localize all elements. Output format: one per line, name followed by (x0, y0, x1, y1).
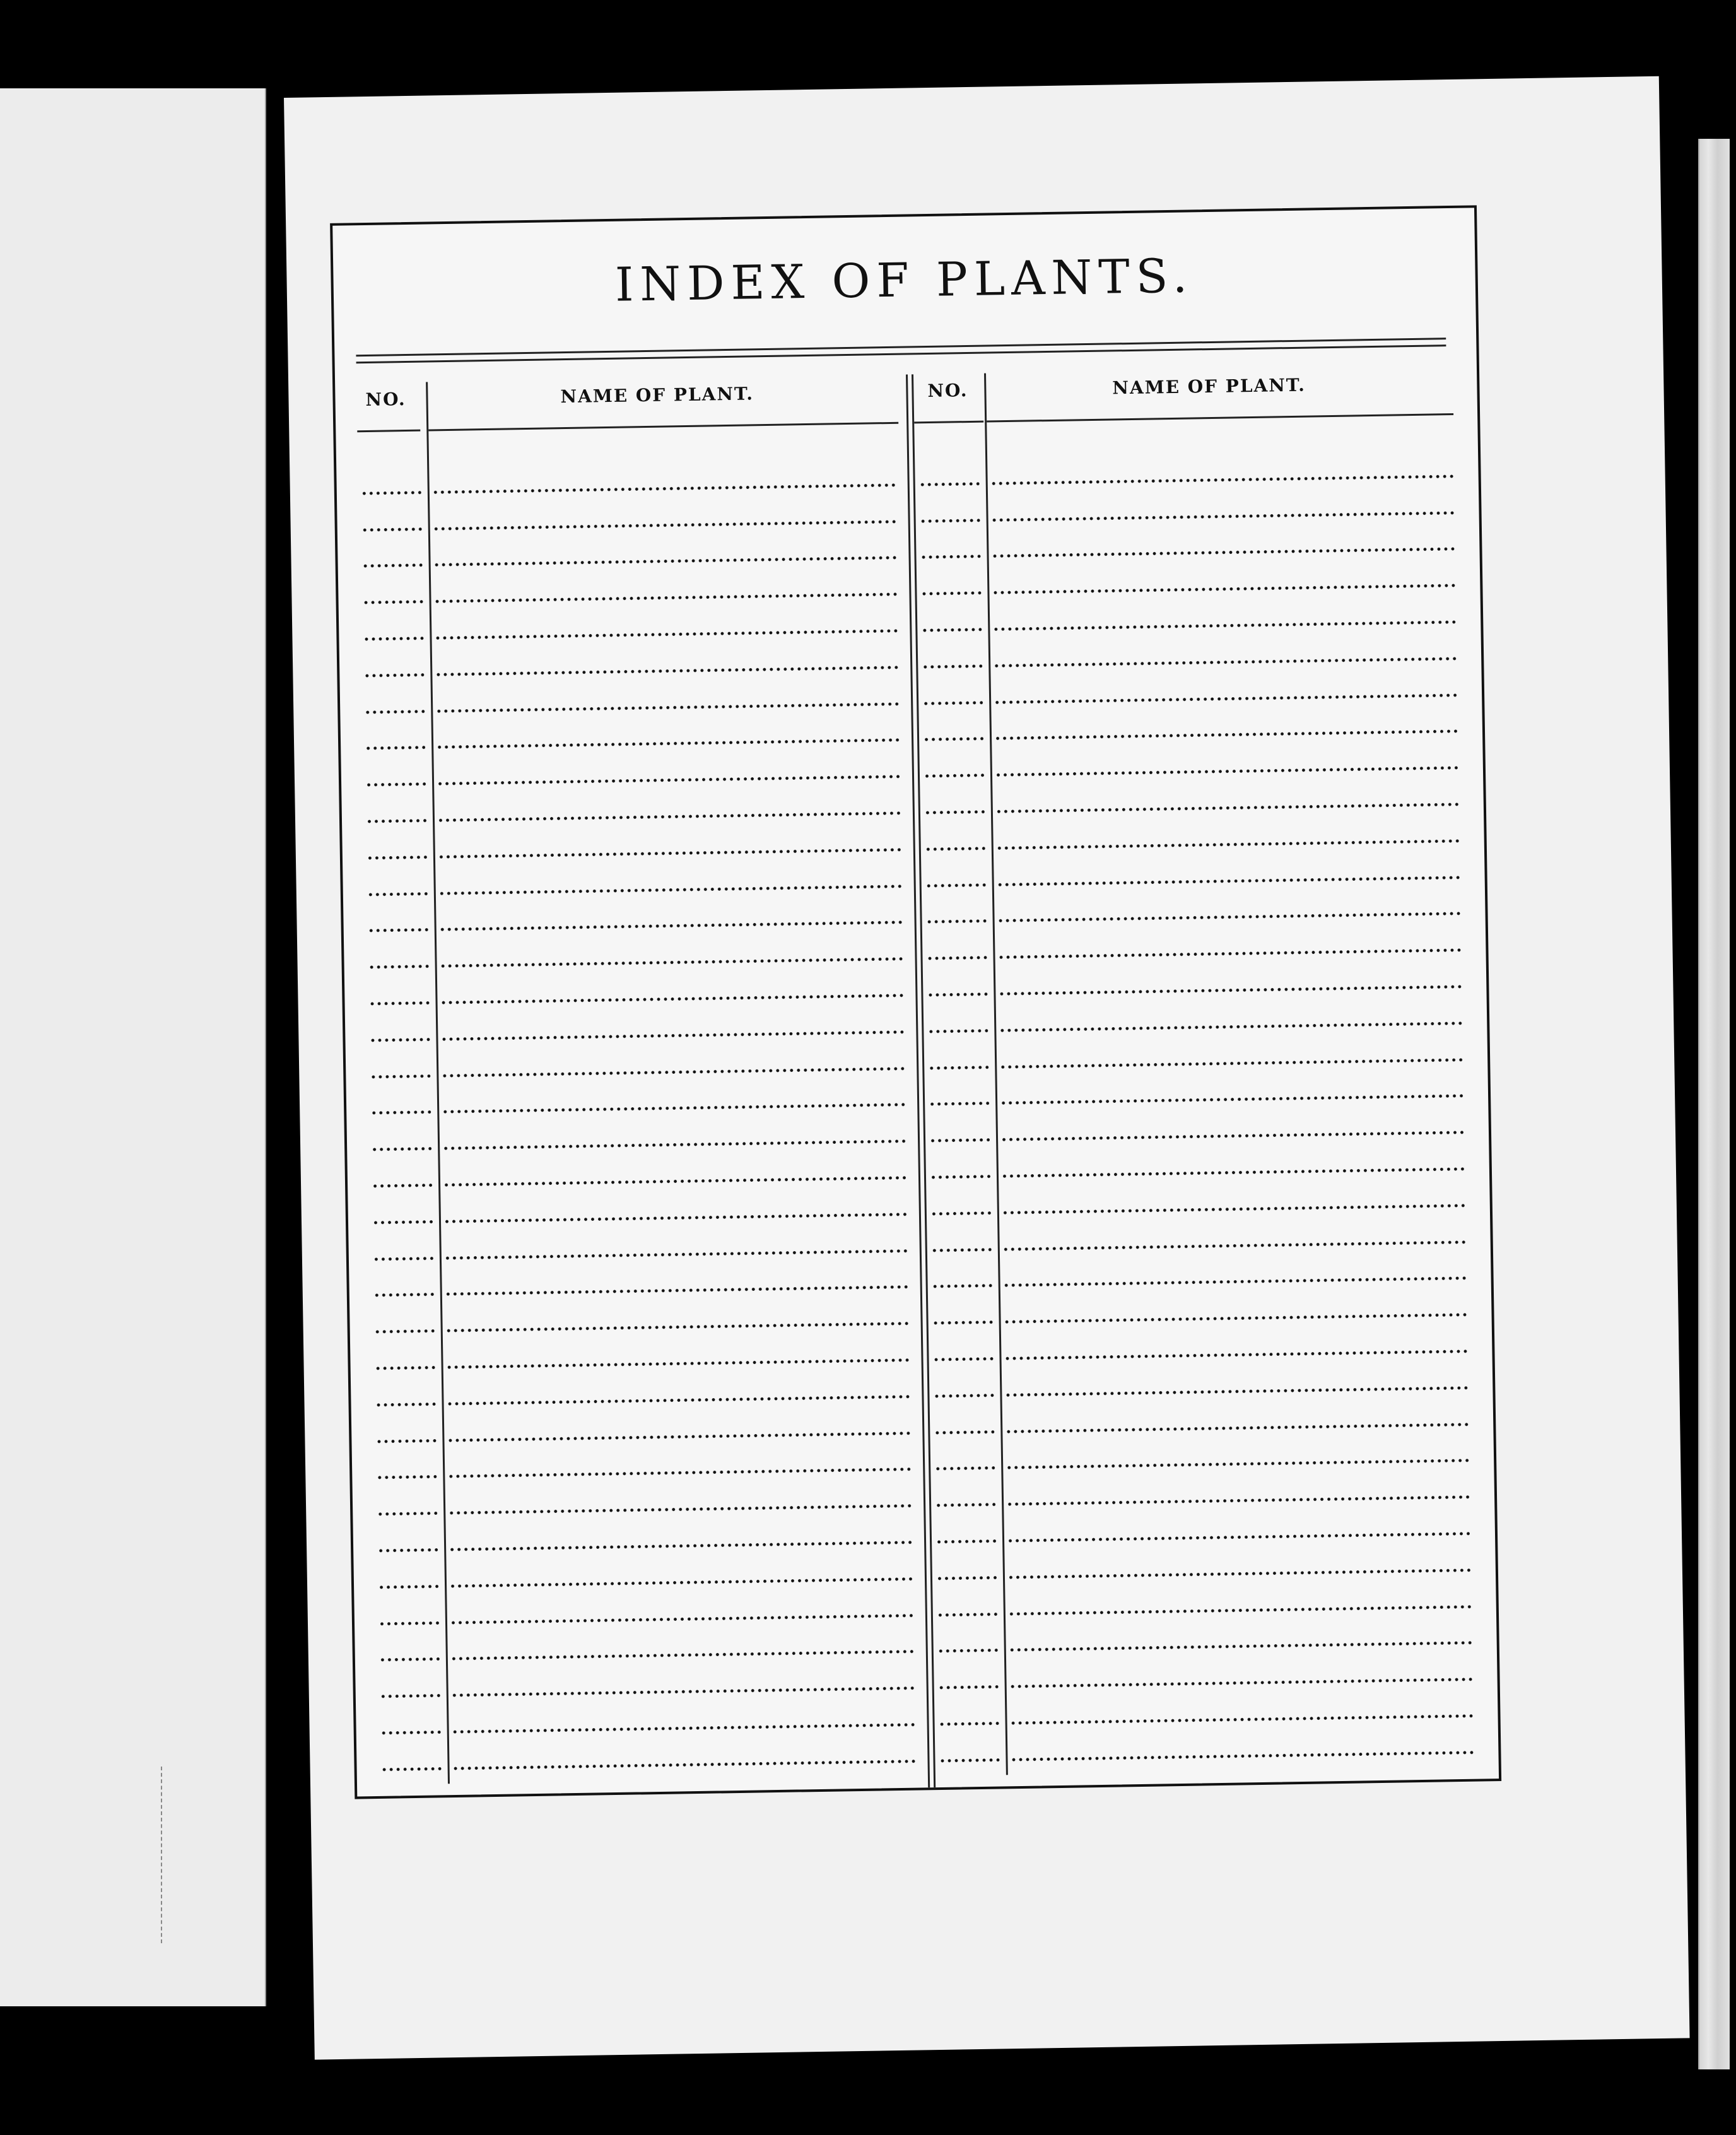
blank-entry-row (931, 1513, 1002, 1551)
dotted-leader (924, 773, 984, 779)
dotted-leader (452, 1759, 918, 1770)
dotted-leader (375, 1365, 435, 1370)
dotted-leader (1005, 1422, 1469, 1433)
blank-entry-row (924, 1038, 995, 1076)
dotted-leader (376, 1475, 437, 1480)
blank-entry-row (373, 1449, 443, 1486)
dotted-leader (446, 1358, 912, 1370)
blank-entry-row (364, 865, 434, 903)
dotted-leader (435, 666, 900, 677)
blank-entry-row (362, 756, 432, 794)
dotted-leader (375, 1438, 436, 1444)
blank-entry-row (365, 938, 435, 976)
dotted-leader (440, 994, 906, 1005)
left-name-header-rule (428, 422, 898, 432)
blank-entry-row (927, 1221, 998, 1259)
blank-entry-row (917, 565, 988, 603)
dotted-leader (1002, 1240, 1466, 1251)
dotted-leader (445, 1322, 911, 1333)
right-no-header-rule (914, 421, 983, 424)
blank-entry-row (929, 1367, 1000, 1404)
dotted-leader (1008, 1604, 1472, 1616)
blank-entry-row (367, 1011, 437, 1049)
dotted-leader (442, 1139, 908, 1151)
dotted-leader (1010, 1750, 1474, 1762)
dotted-leader (995, 803, 1459, 814)
dotted-leader (934, 1466, 995, 1471)
blank-entry-row (925, 1148, 997, 1186)
blank-entry-row (920, 820, 992, 858)
blank-entry-row (367, 1047, 437, 1085)
dotted-leader (1004, 1313, 1467, 1324)
dotted-leader (927, 992, 987, 997)
blank-entry-row (363, 792, 433, 830)
blank-entry-row (372, 1339, 442, 1377)
blank-entry-row (363, 828, 433, 866)
dotted-leader (367, 855, 427, 860)
dotted-leader (434, 629, 900, 640)
blank-entry-row (922, 893, 993, 931)
blank-entry-row (374, 1485, 444, 1523)
dotted-leader (926, 919, 987, 924)
dotted-leader (999, 1021, 1462, 1033)
blank-entry-row (369, 1193, 439, 1231)
left-name-column (428, 375, 927, 1784)
dotted-leader (1003, 1276, 1467, 1288)
dotted-leader (992, 547, 1455, 558)
dotted-leader (1009, 1678, 1473, 1689)
dotted-leader (449, 1540, 914, 1551)
dotted-leader (363, 637, 423, 642)
blank-entry-row (370, 1266, 440, 1304)
dotted-leader (993, 657, 1457, 668)
dotted-leader (362, 563, 423, 568)
dotted-leader (992, 620, 1456, 632)
dotted-leader (925, 846, 985, 851)
dotted-leader (369, 1037, 430, 1042)
right-no-header: NO. (927, 380, 968, 402)
blank-entry-row (934, 1695, 1006, 1732)
dotted-leader (380, 1694, 440, 1699)
dotted-leader (1000, 1094, 1463, 1105)
dotted-leader (440, 957, 905, 968)
blank-entry-row (368, 1120, 438, 1158)
blank-entry-row (926, 1184, 997, 1222)
blank-entry-row (918, 674, 989, 712)
dotted-leader (929, 1138, 990, 1143)
dotted-leader (1001, 1167, 1465, 1179)
dotted-leader (928, 1065, 988, 1070)
dotted-leader (936, 1575, 997, 1580)
dotted-leader (939, 1758, 999, 1763)
dotted-leader (437, 775, 902, 786)
right-page (284, 76, 1690, 2060)
blank-entry-row (932, 1549, 1003, 1587)
blank-entry-row (934, 1659, 1005, 1697)
dotted-leader (924, 810, 985, 815)
blank-entry-row (935, 1731, 1006, 1769)
dotted-leader (441, 1066, 906, 1078)
dotted-leader (438, 847, 903, 859)
blank-entry-row (361, 646, 431, 684)
dotted-leader (1000, 1131, 1464, 1142)
blank-entry-row (920, 784, 991, 821)
dotted-leader (1010, 1714, 1474, 1726)
blank-entry-row (930, 1440, 1002, 1478)
dotted-leader (931, 1247, 992, 1252)
dotted-leader (450, 1650, 916, 1661)
dotted-leader (994, 729, 1458, 741)
dotted-leader (1006, 1459, 1469, 1470)
blank-entry-row (930, 1403, 1001, 1441)
blank-entry-row (927, 1257, 999, 1295)
dotted-leader (935, 1503, 995, 1508)
dotted-leader (380, 1730, 441, 1735)
blank-entry-row (1007, 1724, 1478, 1767)
dotted-leader (442, 1103, 907, 1114)
dotted-leader (932, 1357, 993, 1362)
page-margin-mark (136, 1767, 162, 1943)
dotted-leader (937, 1612, 997, 1617)
dotted-leader (433, 556, 899, 567)
dotted-leader (377, 1548, 438, 1553)
blank-entry-row (377, 1703, 447, 1741)
blank-entry-row (373, 1412, 443, 1450)
dotted-leader (997, 875, 1460, 886)
blank-entry-row (915, 491, 987, 529)
blank-entry-row (925, 1112, 996, 1150)
blank-entry-row (358, 500, 428, 538)
dotted-leader (432, 483, 898, 495)
blank-entry-row (365, 902, 435, 939)
left-no-header-rule (357, 430, 420, 433)
blank-entry-row (378, 1740, 448, 1778)
left-page (0, 88, 266, 2006)
dotted-leader (451, 1686, 917, 1698)
dotted-leader (447, 1467, 913, 1479)
blank-entry-row (375, 1558, 445, 1596)
dotted-leader (1006, 1495, 1470, 1507)
dotted-leader (452, 1722, 917, 1734)
dotted-leader (1009, 1641, 1472, 1652)
dotted-leader (379, 1657, 440, 1662)
dotted-leader (448, 1504, 913, 1515)
blank-entry-row (376, 1631, 446, 1669)
dotted-leader (363, 673, 424, 678)
right-name-rows (987, 448, 1478, 1768)
dotted-leader (999, 1057, 1463, 1069)
blank-entry-row (366, 975, 436, 1013)
dotted-leader (361, 527, 422, 532)
dotted-leader (434, 592, 900, 604)
blank-entry-row (360, 573, 430, 611)
dotted-leader (447, 1431, 912, 1442)
dotted-leader (374, 1329, 435, 1334)
dotted-leader (938, 1685, 999, 1690)
dotted-leader (930, 1175, 990, 1180)
dotted-leader (368, 965, 429, 970)
dotted-leader (995, 766, 1458, 777)
blank-entry-row (370, 1230, 440, 1267)
dotted-leader (933, 1393, 994, 1398)
blank-entry-row (362, 719, 432, 757)
dotted-leader (920, 518, 980, 523)
dotted-leader (377, 1512, 437, 1517)
dotted-leader (991, 511, 1455, 522)
dotted-leader (439, 920, 905, 932)
right-name-header-rule (987, 413, 1453, 423)
page-stack-edges (1698, 139, 1730, 2069)
dotted-leader (438, 884, 904, 895)
blank-entry-row (933, 1622, 1004, 1660)
dotted-leader (440, 1030, 906, 1041)
dotted-leader (935, 1539, 996, 1544)
blank-entry-row (358, 464, 428, 502)
blank-entry-row (375, 1594, 445, 1632)
dotted-leader (363, 600, 423, 605)
dotted-leader (437, 811, 903, 823)
page-title: INDEX OF PLANTS. (614, 249, 1194, 312)
dotted-leader (443, 1176, 908, 1187)
blank-entry-row (377, 1667, 447, 1705)
dotted-leader (373, 1256, 433, 1261)
dotted-leader (361, 490, 421, 495)
blank-entry-row (374, 1521, 444, 1559)
right-name-header: NAME OF PLANT. (1112, 374, 1306, 399)
dotted-leader (450, 1613, 915, 1625)
dotted-leader (997, 912, 1461, 923)
dotted-leader (375, 1402, 436, 1407)
dotted-leader (436, 738, 901, 750)
blank-entry-row (932, 1585, 1004, 1623)
left-no-header: NO. (365, 389, 406, 411)
dotted-leader (372, 1220, 433, 1225)
dotted-leader (927, 1028, 988, 1033)
dotted-leader (1007, 1532, 1470, 1543)
blank-entry-row (929, 1331, 1000, 1368)
dotted-leader (373, 1293, 434, 1298)
blank-entry-row (359, 537, 429, 575)
dotted-leader (364, 709, 425, 714)
dotted-leader (932, 1320, 993, 1326)
dotted-leader (996, 839, 1460, 850)
dotted-leader (433, 519, 898, 531)
dotted-leader (997, 948, 1461, 960)
dotted-leader (927, 956, 987, 961)
dotted-leader (1004, 1385, 1468, 1397)
dotted-leader (1004, 1350, 1467, 1361)
dotted-leader (939, 1721, 999, 1726)
blank-entry-row (924, 1002, 995, 1040)
blank-entry-row (923, 966, 994, 1004)
dotted-leader (922, 700, 983, 705)
blank-entry-row (372, 1375, 442, 1413)
dotted-leader (366, 819, 426, 824)
dotted-leader (370, 1110, 431, 1115)
dotted-leader (934, 1430, 994, 1435)
dotted-leader (378, 1621, 439, 1626)
blank-entry-row (918, 638, 989, 676)
dotted-leader (929, 1102, 989, 1107)
dotted-leader (919, 482, 980, 487)
dotted-leader (368, 928, 428, 933)
blank-entry-row (915, 456, 986, 493)
dotted-leader (1002, 1204, 1465, 1215)
dotted-leader (923, 737, 983, 742)
dotted-leader (446, 1394, 912, 1406)
dotted-leader (1007, 1568, 1471, 1579)
blank-entry-row (919, 747, 990, 785)
dotted-leader (998, 985, 1462, 996)
dotted-leader (937, 1649, 998, 1654)
right-name-column (986, 366, 1478, 1775)
dotted-leader (369, 1001, 430, 1006)
blank-entry-row (930, 1476, 1002, 1514)
dotted-leader (925, 883, 986, 888)
blank-entry-row (918, 710, 990, 748)
blank-entry-row (917, 601, 988, 639)
index-frame (330, 205, 1501, 1799)
dotted-leader (445, 1285, 910, 1297)
dotted-leader (449, 1577, 915, 1588)
blank-entry-row (361, 683, 431, 720)
dotted-leader (367, 891, 428, 897)
dotted-leader (932, 1284, 992, 1289)
blank-entry-row (449, 1732, 927, 1777)
dotted-leader (992, 584, 1455, 595)
blank-entry-row (928, 1294, 999, 1332)
dotted-leader (990, 474, 1454, 486)
dotted-leader (920, 591, 981, 596)
blank-entry-row (924, 1075, 995, 1113)
blank-entry-row (368, 1157, 438, 1195)
dotted-leader (381, 1767, 442, 1772)
dotted-leader (365, 746, 425, 751)
dotted-leader (921, 628, 982, 633)
dotted-leader (930, 1211, 991, 1216)
dotted-leader (372, 1183, 432, 1188)
blank-entry-row (916, 528, 987, 566)
left-name-rows (429, 457, 927, 1777)
blank-entry-row (921, 856, 992, 894)
dotted-leader (920, 555, 981, 560)
dotted-leader (444, 1249, 910, 1260)
dotted-leader (922, 664, 982, 669)
blank-entry-row (922, 929, 994, 967)
dotted-leader (435, 702, 901, 713)
dotted-leader (365, 782, 426, 787)
dotted-leader (443, 1212, 909, 1223)
dotted-leader (371, 1147, 431, 1152)
dotted-leader (994, 693, 1457, 704)
dotted-leader (378, 1584, 438, 1589)
blank-entry-row (371, 1303, 441, 1341)
blank-entry-row (368, 1084, 438, 1122)
dotted-leader (370, 1074, 430, 1079)
blank-entry-row (360, 610, 430, 648)
left-name-header: NAME OF PLANT. (560, 383, 754, 408)
